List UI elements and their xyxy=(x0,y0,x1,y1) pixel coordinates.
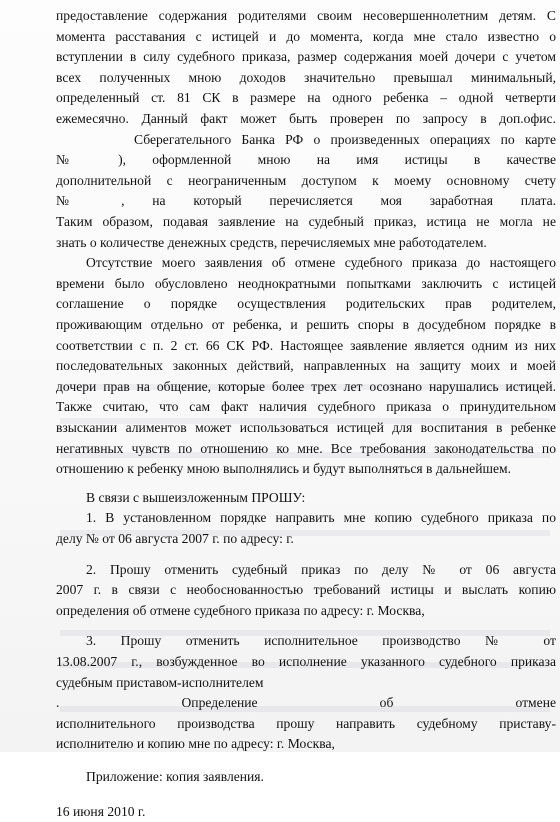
paragraph-2-line: Отсутствие моего заявления об отмене судебного приказа до настоящего xyxy=(86,255,556,271)
paragraph-2-line: негативных чувств по отношению ко мне. Все требования законодательства по xyxy=(56,440,556,456)
paragraph-1-line: № ), оформленной мною на имя истицы в качестве xyxy=(56,152,556,168)
paragraph-1-line: определенный ст. 81 СК в размере на одного ребенка – одной четверти xyxy=(56,90,556,106)
request-item-3-line: 3. Прошу отменить исполнительное производство № от xyxy=(86,633,556,649)
request-item-3-line: 13.08.2007 г., возбужденное во исполнение указанного судебного приказа xyxy=(56,654,556,669)
request-item-2-line: 2007 г. в связи с необоснованностью требований истицы и выслать копию xyxy=(56,582,556,598)
paragraph-1-line: № , на который перечисляется моя заработная плата. xyxy=(56,193,556,209)
paragraph-2-line: Также считаю, что сам факт наличия судебного приказа о принудительном xyxy=(56,399,556,415)
request-item-3-line: судебным приставом-исполнителем xyxy=(56,674,264,690)
paragraph-1-line: момента расставания с истицей и до момента, когда мне стало известно о xyxy=(56,28,556,44)
paragraph-2-line: проживающим отдельно от ребенка, и решить споры в досудебном порядке в xyxy=(56,317,556,332)
document-date: 16 июня 2010 г. xyxy=(56,803,146,819)
paragraph-2-line: дочери прав на общение, которые более трех лет осознано нарушались истицей. xyxy=(56,378,556,394)
paragraph-2-line: последовательных законных действий, направленных на защиту моих и моей xyxy=(56,358,556,374)
request-item-3-line: исполнителю и копию мне по адресу: г. Москва, xyxy=(56,736,335,752)
request-item-1-line: 1. В установленном порядке направить мне копию судебного приказа по xyxy=(86,510,556,526)
request-item-3-line: исполнительного производства прошу направить судебному приставу- xyxy=(56,715,556,731)
paragraph-1-line: Сберегательного Банка РФ о произведенных операциях по карте xyxy=(134,131,556,147)
request-item-1-line: делу № от 06 августа 2007 г. по адресу: г. xyxy=(56,531,294,546)
paragraph-1-line: знать о количестве денежных средств, перечисляемых мне работодателем. xyxy=(56,234,487,250)
paragraph-2-line: соответствии с п. 2 ст. 66 СК РФ. Настоящее заявление является одним из них xyxy=(56,337,556,353)
request-item-2-line: 2. Прошу отменить судебный приказ по делу № от 06 августа xyxy=(86,561,556,577)
request-item-2-line: определения об отмене судебного приказа по адресу: г. Москва, xyxy=(56,602,425,618)
paragraph-2-line: взыскании алиментов может использоваться истицей для воспитания в ребенке xyxy=(56,420,556,435)
paragraph-1-line: Таким образом, подавая заявление на судебный приказ, истица не могла не xyxy=(56,214,556,229)
request-item-3-line: . Определение об отмене xyxy=(56,695,556,711)
paragraph-1-line: дополнительной с неограниченным доступом к моему основному счету xyxy=(56,172,556,188)
request-intro: В связи с вышеизложенным ПРОШУ: xyxy=(86,489,306,505)
paragraph-1-line: всех полученных мною доходов значительно превышал минимальный, xyxy=(56,69,556,85)
paragraph-1-line: ежемесячно. Данный факт может быть проверен по запросу в доп.офис. xyxy=(56,111,556,126)
paragraph-1-line: вступлении в силу судебного приказа, размер содержания моей дочери с учетом xyxy=(56,49,556,65)
attachment-note: Приложение: копия заявления. xyxy=(86,769,264,784)
paragraph-1-line: предоставление содержания родителями своим несовершеннолетним детям. С xyxy=(56,8,556,23)
paragraph-2-line: соглашение о порядке осуществления родительских прав родителем, xyxy=(56,296,556,312)
paragraph-2-line: времени было обусловлено неоднократными попытками заключить с истицей xyxy=(56,275,556,291)
paragraph-2-line: отношению к ребенку мною выполнялись и будут выполняться в дальнейшем. xyxy=(56,461,511,477)
